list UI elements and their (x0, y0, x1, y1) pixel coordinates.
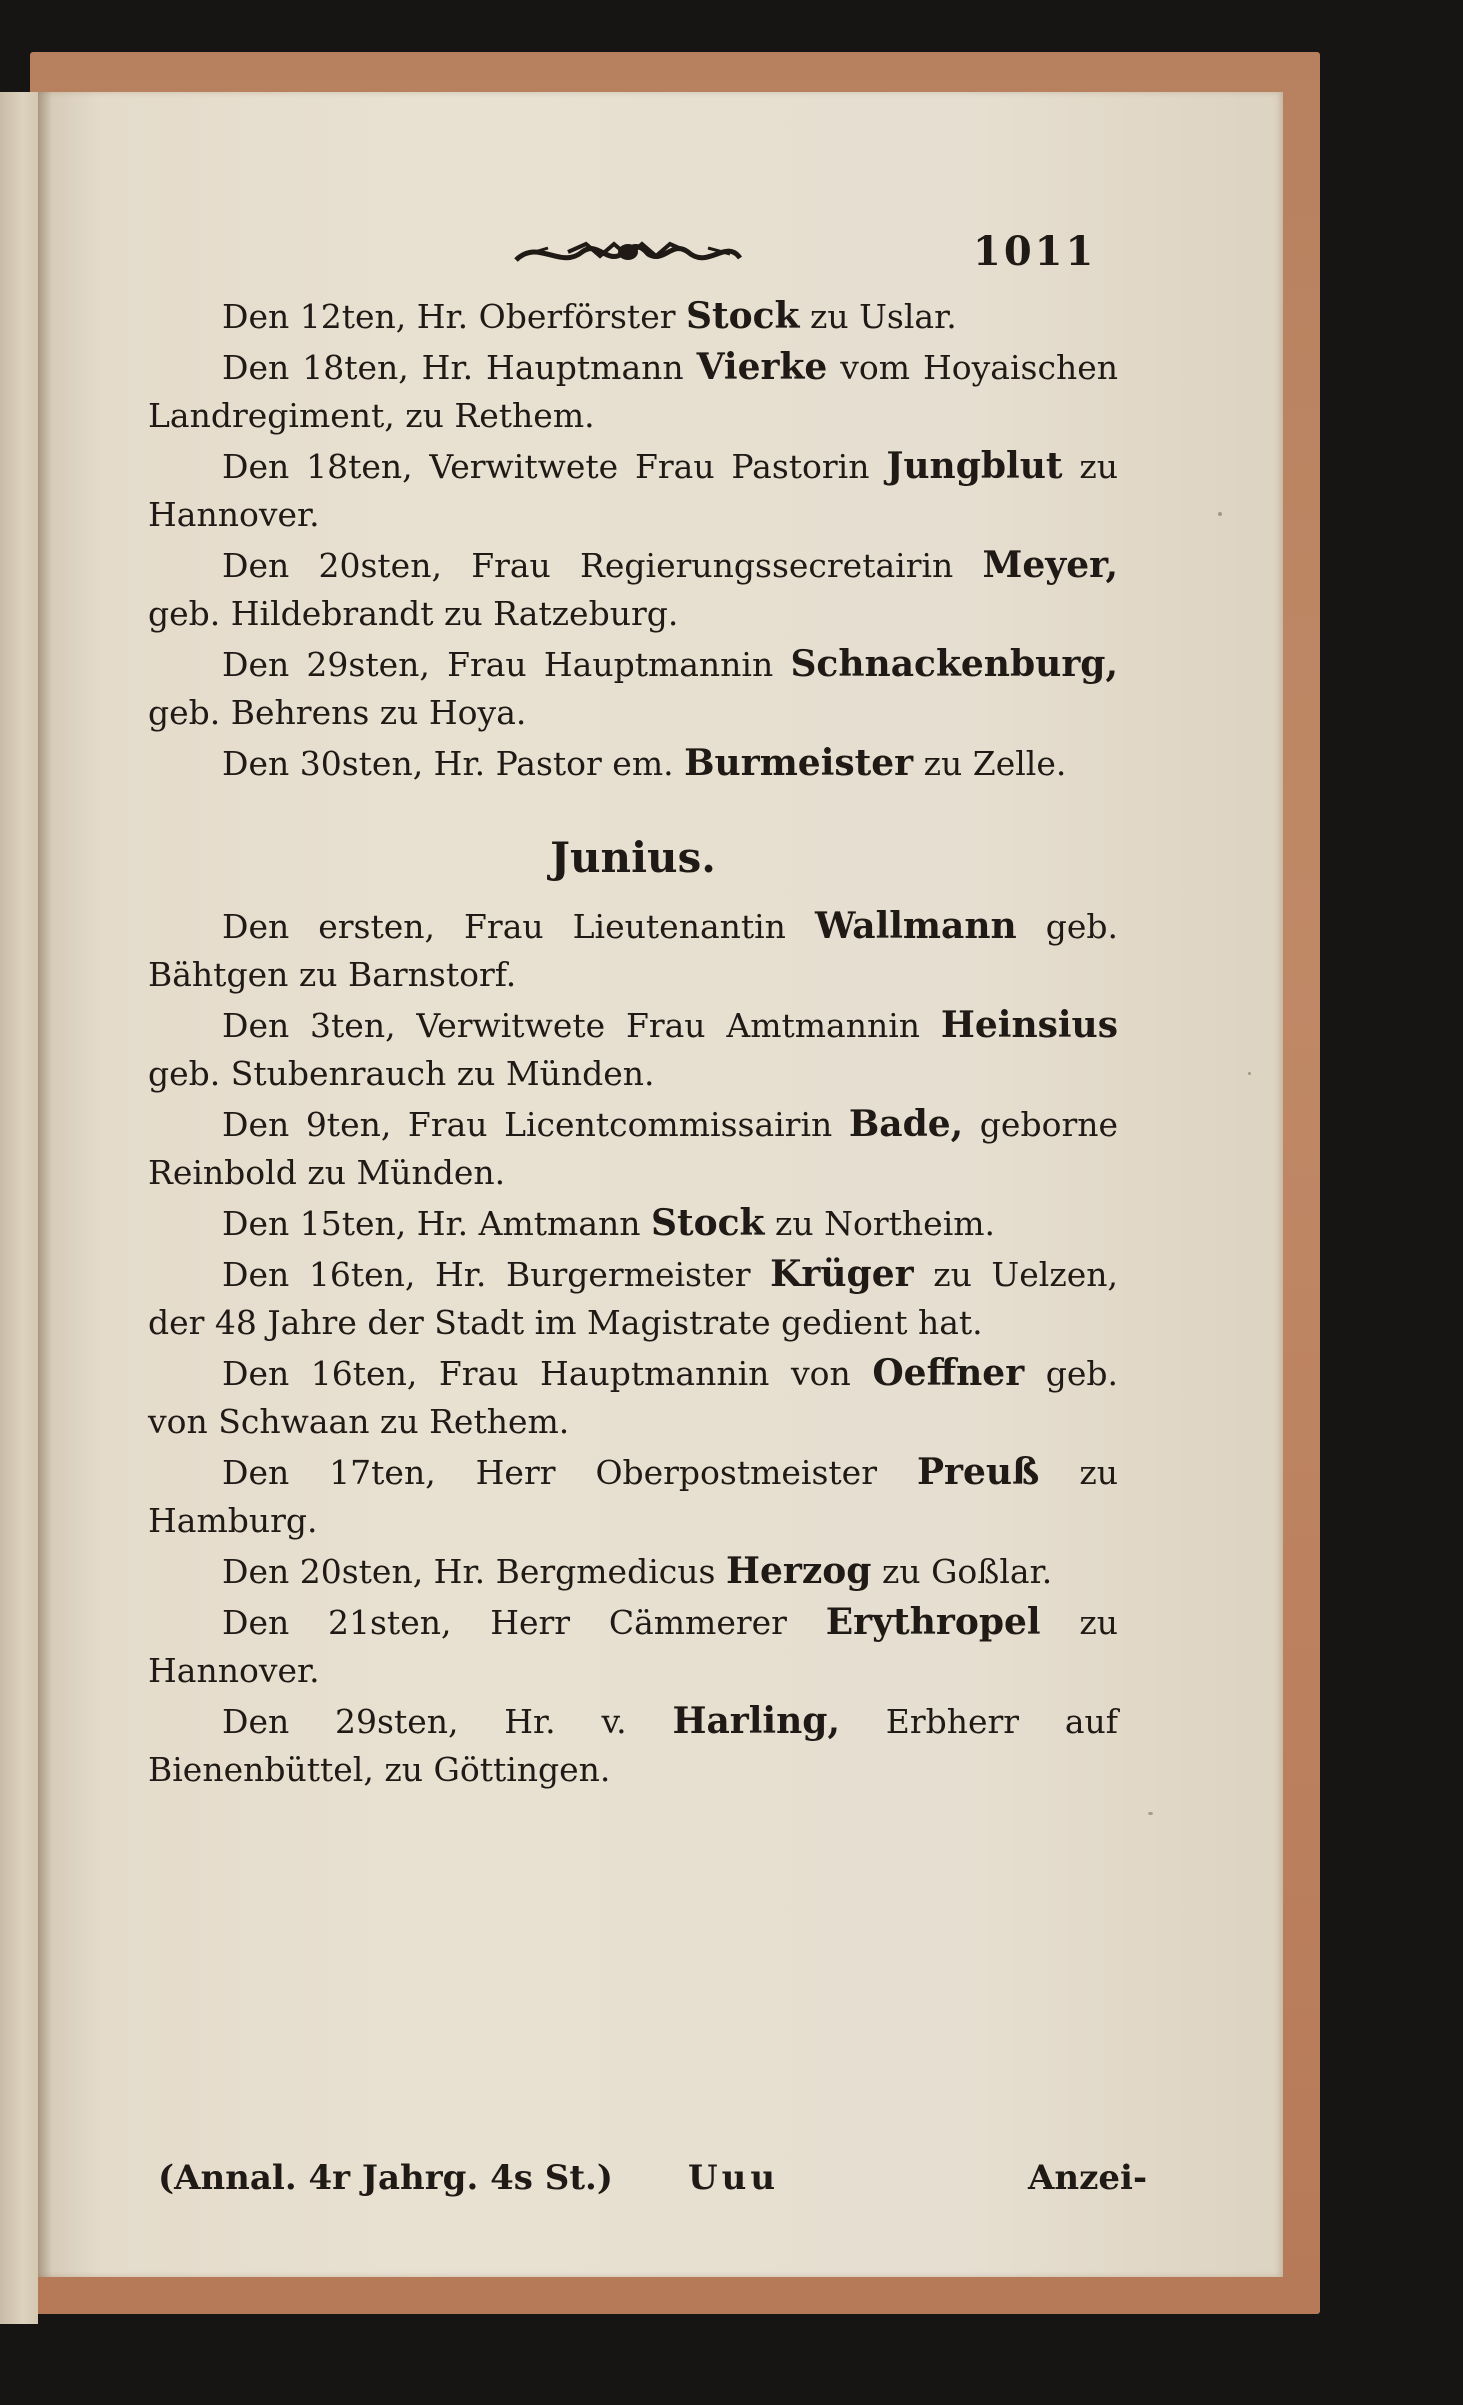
notice-text: Den 16ten, Hr. Burgermeister (222, 1255, 771, 1294)
notice-text: Den 20sten, Hr. Bergmedicus (222, 1552, 726, 1591)
notice-name: Oeffner (872, 1352, 1025, 1394)
notice-name: Erythropel (825, 1601, 1041, 1643)
death-notices (148, 292, 1118, 1796)
notice-text-after: geb. Hildebrandt zu Ratzeburg. (148, 594, 679, 633)
notice-name: Preuß (916, 1451, 1040, 1493)
notice-text: Den 12ten, Hr. Oberförster (222, 297, 686, 336)
notice-entry (148, 1349, 1118, 1446)
notice-text-after: geb. Bähtgen zu Barnstorf. (148, 907, 1118, 994)
notice-text: Den 21sten, Herr Cämmerer (222, 1603, 826, 1642)
notice-text: Den 16ten, Frau Hauptmannin von (222, 1354, 873, 1393)
notice-name: Stock (685, 295, 800, 337)
notice-text: Den ersten, Frau Lieutenantin (222, 907, 815, 946)
notice-text-after: geb. Stubenrauch zu Münden. (148, 1054, 655, 1093)
notice-text: Den 29sten, Hr. v. (222, 1702, 673, 1741)
page-footer (148, 2158, 1148, 2218)
notice-entry (148, 1100, 1118, 1197)
notice-text-after: geborne Reinbold zu Münden. (148, 1105, 1118, 1192)
running-head (38, 218, 1283, 288)
notice-text: Den 18ten, Hr. Hauptmann (222, 348, 697, 387)
notice-text-after: zu Uslar. (799, 297, 957, 336)
notice-entry (148, 902, 1118, 999)
notice-text: Den 29sten, Frau Hauptmannin (222, 645, 791, 684)
notice-text: Den 20sten, Frau Regierungssecretairin (222, 546, 983, 585)
notice-name: Schnackenburg, (790, 643, 1118, 685)
notice-text-after: zu Zelle. (913, 744, 1067, 783)
notice-text-after: vom Hoyaischen Landregiment, zu Rethem. (148, 348, 1118, 435)
notice-text-after: zu Uelzen, der 48 Jahre der Stadt im Magistrate gedient hat. (148, 1255, 1118, 1342)
notice-entry (148, 541, 1118, 638)
notice-entry (148, 292, 1118, 341)
notice-name: Vierke (696, 346, 828, 388)
notice-text-after: zu Hamburg. (148, 1453, 1118, 1540)
notice-entry (148, 739, 1118, 788)
notice-entry (148, 1448, 1118, 1545)
notice-text-after: zu Northeim. (764, 1204, 996, 1243)
notice-entry (148, 1001, 1118, 1098)
left-page-edge (0, 92, 38, 2324)
notice-name: Burmeister (684, 742, 914, 784)
notice-name: Meyer, (982, 544, 1118, 586)
notice-text-after: Erbherr auf Bienenbüttel, zu Göttingen. (148, 1702, 1118, 1789)
notice-name: Stock (651, 1202, 765, 1244)
notice-name: Wallmann (814, 905, 1017, 947)
catchword: Anzei- (1028, 2158, 1148, 2198)
notice-name: Krüger (770, 1253, 914, 1295)
entries-list-may (148, 292, 1118, 788)
floral-ornament-icon (508, 230, 748, 276)
notice-text-after: geb. von Schwaan zu Rethem. (148, 1354, 1118, 1441)
notice-name: Heinsius (940, 1004, 1118, 1046)
book-page (38, 92, 1283, 2277)
notice-text: Den 9ten, Frau Licentcommissairin (222, 1105, 849, 1144)
notice-name: Herzog (725, 1550, 872, 1592)
notice-text: Den 15ten, Hr. Amtmann (222, 1204, 651, 1243)
notice-text: Den 30sten, Hr. Pastor em. (222, 744, 685, 783)
notice-text-after: zu Goßlar. (871, 1552, 1053, 1591)
notice-text: Den 3ten, Verwitwete Frau Amtmannin (222, 1006, 941, 1045)
notice-entry (148, 442, 1118, 539)
notice-entry (148, 343, 1118, 440)
notice-name: Jungblut (886, 445, 1063, 487)
page-gutter-shadow (38, 92, 52, 2277)
entries-list-june (148, 902, 1118, 1794)
paper-speck (1148, 1812, 1153, 1815)
notice-entry (148, 1547, 1118, 1596)
page-number: 1011 (973, 228, 1097, 275)
notice-name: Bade, (848, 1103, 964, 1145)
notice-entry (148, 1199, 1118, 1248)
notice-text-after: geb. Behrens zu Hoya. (148, 693, 527, 732)
paper-speck (1218, 512, 1222, 516)
notice-entry (148, 1250, 1118, 1347)
month-heading: Junius. (550, 833, 716, 882)
notice-name: Harling, (672, 1700, 840, 1742)
notice-entry (148, 1697, 1118, 1794)
notice-text: Den 17ten, Herr Oberpostmeister (222, 1453, 917, 1492)
signature-note: (Annal. 4r Jahrg. 4s St.) (158, 2158, 613, 2198)
paper-speck (1248, 1072, 1251, 1075)
signature-mark: Uuu (688, 2158, 780, 2198)
notice-text: Den 18ten, Verwitwete Frau Pastorin (222, 447, 887, 486)
notice-text-after: zu Hannover. (148, 447, 1118, 534)
notice-entry (148, 1598, 1118, 1695)
notice-entry (148, 640, 1118, 737)
notice-text-after: zu Hannover. (148, 1603, 1118, 1690)
